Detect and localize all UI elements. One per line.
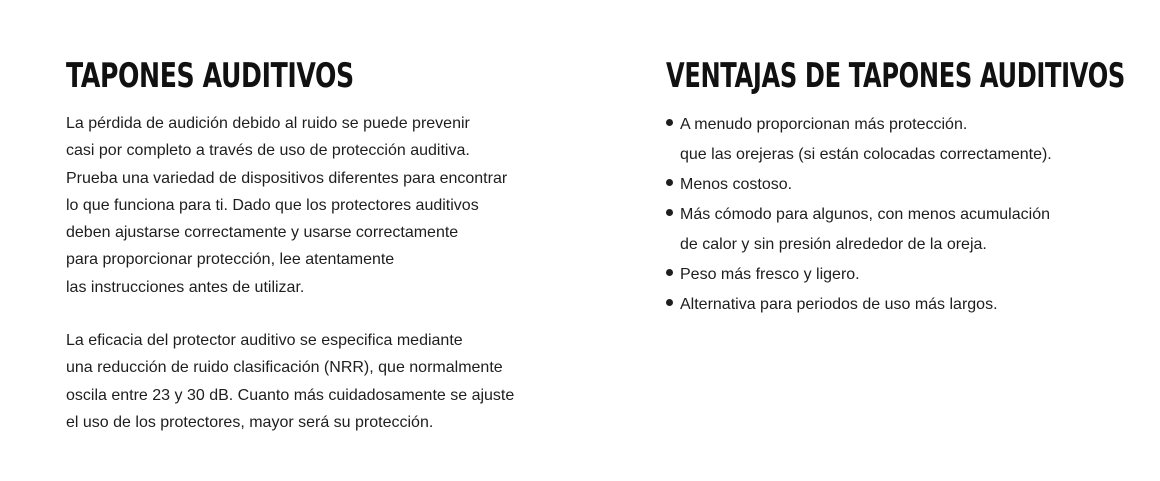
advantages-heading: VENTAJAS DE TAPONES AUDITIVOS [666,56,1125,96]
paragraph-line: deben ajustarse correctamente y usarse correctamente [66,224,459,242]
list-item-text: Peso más fresco y ligero. [680,266,860,283]
bullet-icon [666,200,680,230]
paragraph-line: para proporcionar protección, lee atentamente [66,251,395,269]
paragraph-line: lo que funciona para ti. Dado que los protectores auditivos [66,196,479,214]
nrr-paragraph [66,327,606,436]
list-item [666,260,1146,290]
paragraph-line: oscila entre 23 y 30 dB. Cuanto más cuidadosamente se ajuste [66,386,515,404]
bullet-icon [666,290,680,320]
earplugs-heading: TAPONES AUDITIVOS [66,56,354,96]
list-item-text: Menos costoso. [680,176,793,193]
paragraph-line: La pérdida de audición debido al ruido se puede prevenir [66,115,470,132]
list-item [666,170,1146,200]
intro-paragraph [66,110,606,301]
paragraph-line: las instrucciones antes de utilizar. [66,278,305,296]
paragraph-line: Prueba una variedad de dispositivos diferentes para encontrar [66,169,508,187]
list-item [666,200,1146,260]
list-item [666,290,1146,320]
bullet-icon [666,110,680,140]
paragraph-line: La eficacia del protector auditivo se especifica mediante [66,332,463,350]
list-item-text: Más cómodo para algunos, con menos acumulación [680,206,1050,223]
advantages-list [666,110,1146,320]
paragraph-line: el uso de los protectores, mayor será su protección. [66,413,434,431]
bullet-icon [666,170,680,200]
earplugs-section [66,50,606,436]
advantages-section [666,50,1146,320]
list-item-continuation: de calor y sin presión alrededor de la oreja. [680,236,987,253]
paragraph-line: casi por completo a través de uso de protección auditiva. [66,142,470,160]
list-item-continuation: que las orejeras (si están colocadas correctamente). [680,146,1052,163]
list-item-text: Alternativa para periodos de uso más largos. [680,296,998,313]
bullet-icon [666,260,680,290]
list-item-text: A menudo proporcionan más protección. [680,116,968,133]
list-item [666,110,1146,170]
paragraph-line: una reducción de ruido clasificación (NRR), que normalmente [66,359,503,377]
